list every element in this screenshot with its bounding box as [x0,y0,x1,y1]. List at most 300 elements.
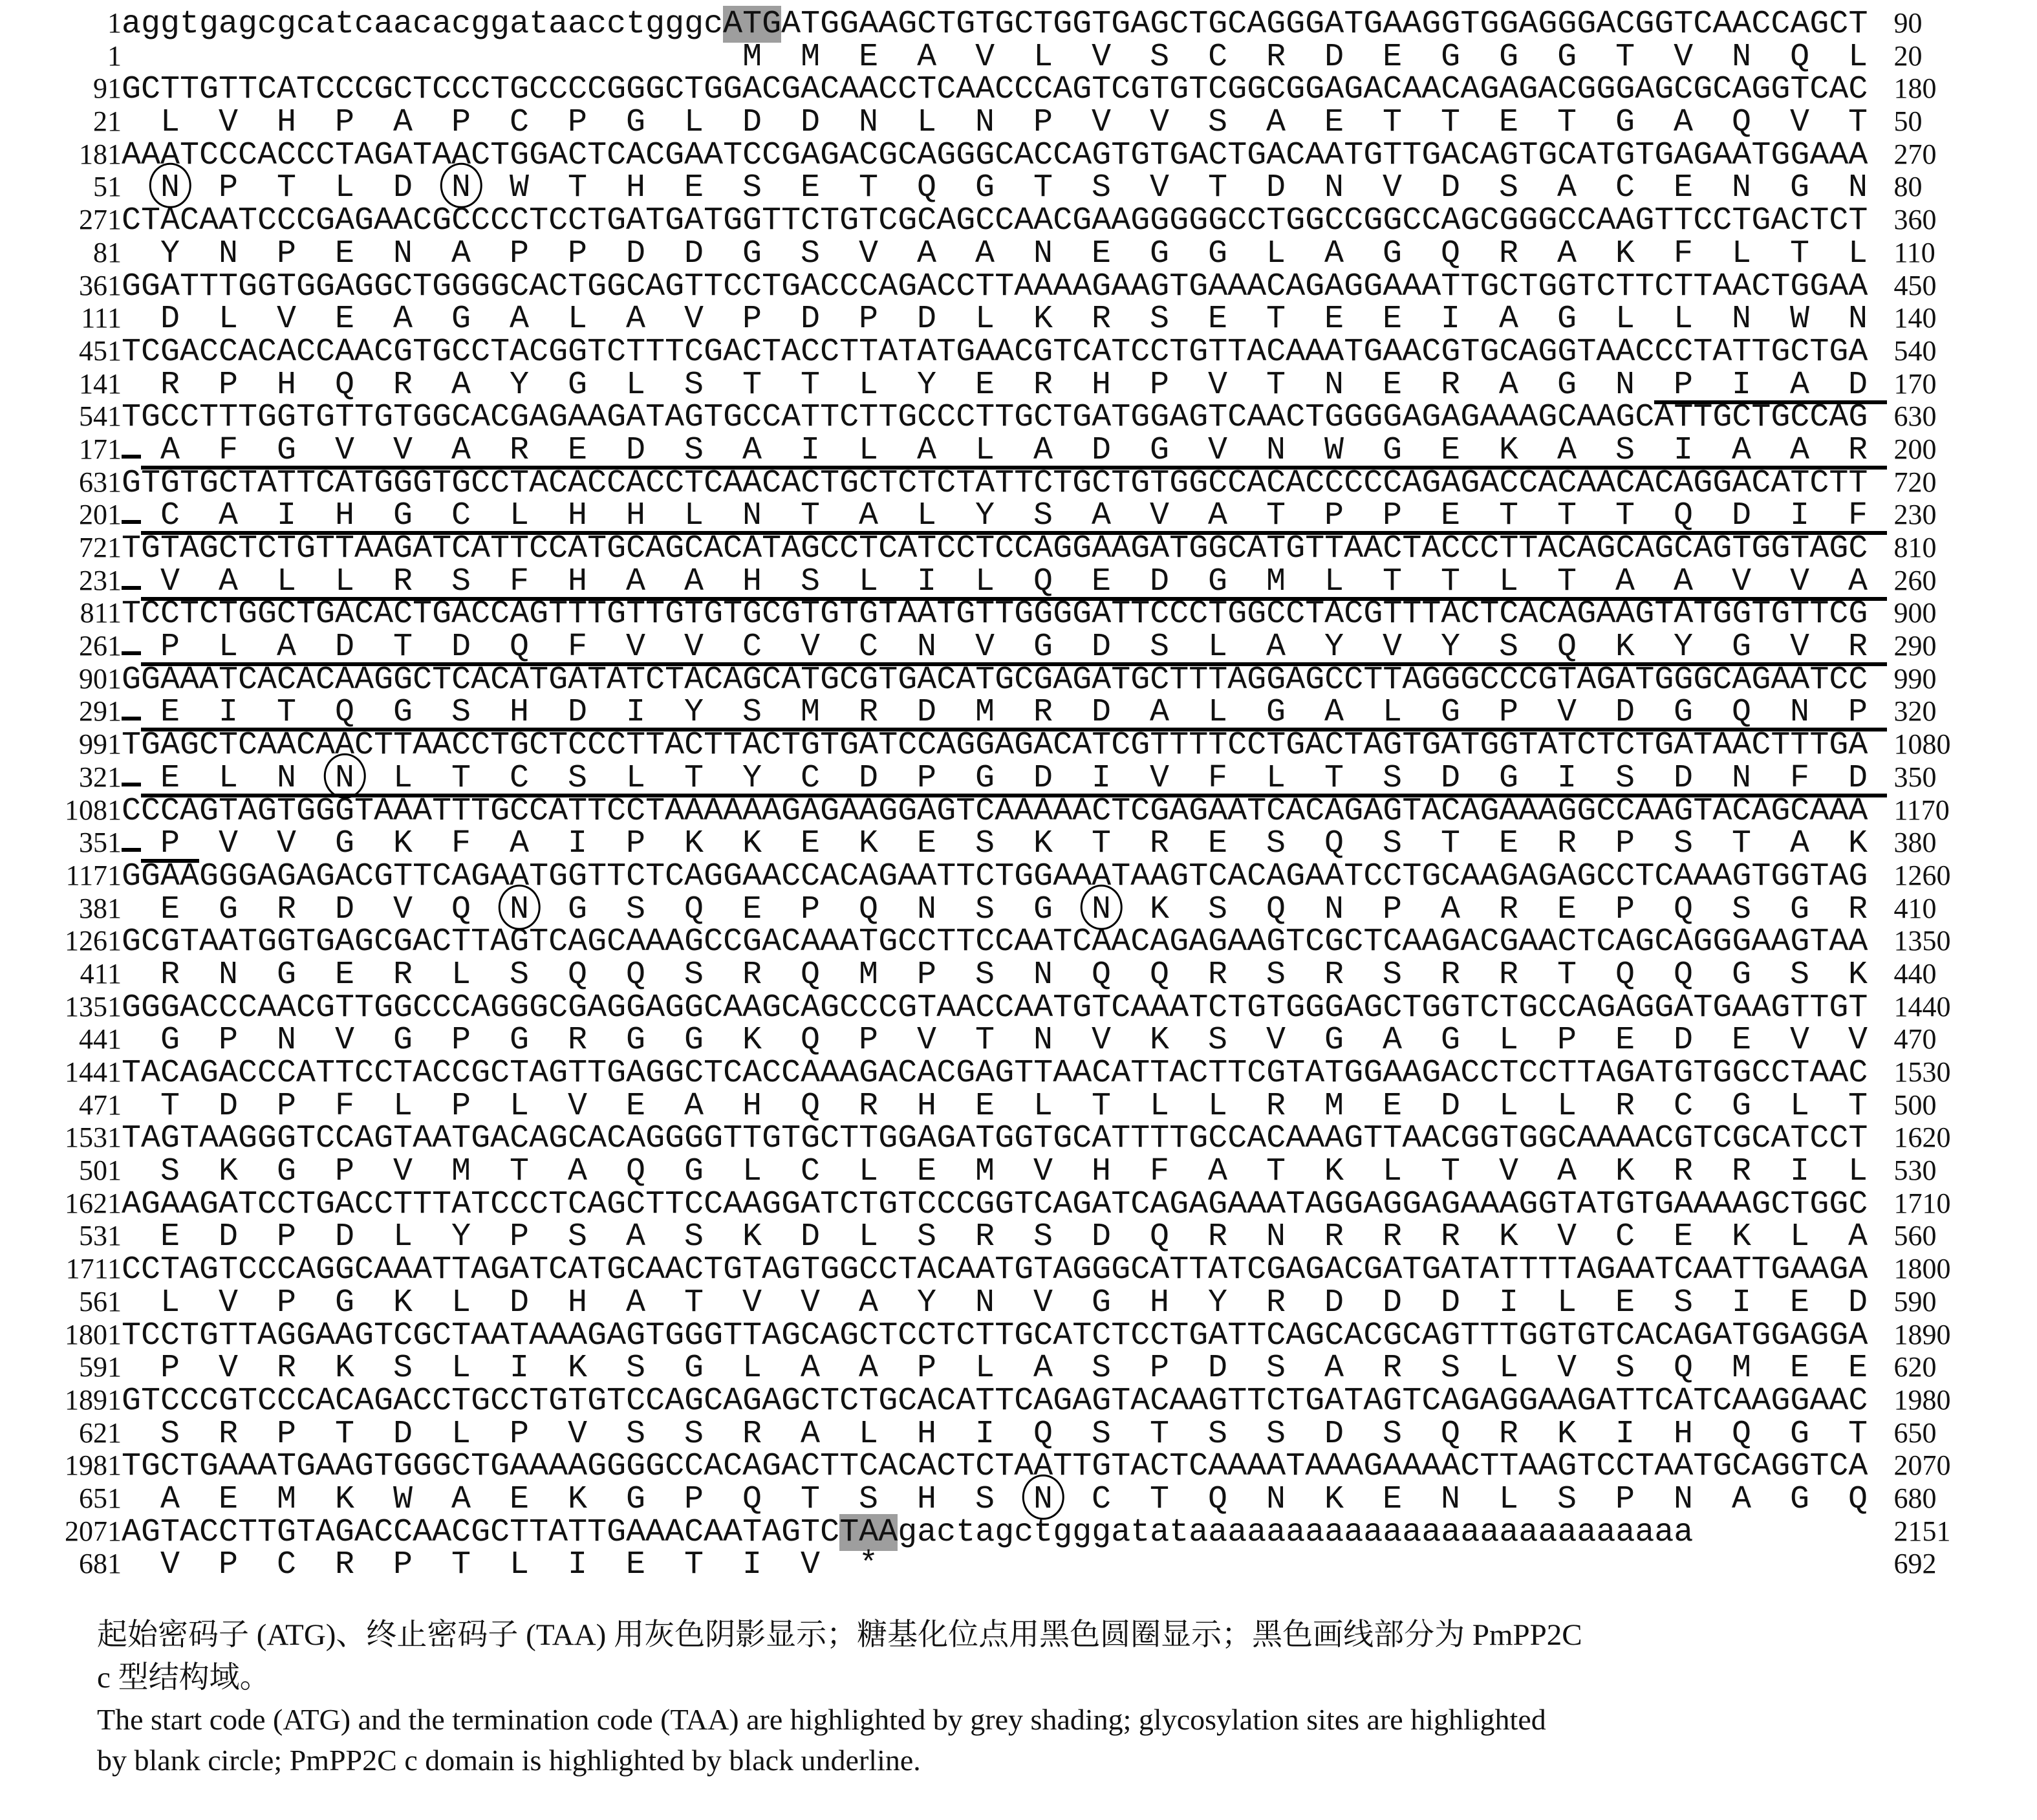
aa-residue: D [1130,567,1189,601]
aa-residue: L [898,501,956,535]
aa-residue: R [374,567,432,601]
dna-right-number: 1620 [1893,1121,1951,1154]
aa-residue: G [1480,764,1538,797]
aa-residue: T [1091,1087,1111,1125]
aa-right-number: 410 [1893,892,1937,924]
aa-residue: S [1130,633,1189,666]
aa-residue: W [1789,301,1809,338]
aa-sequence [122,1022,1887,1059]
aa-residue: E [334,301,354,338]
aa-residue: E [1383,38,1403,76]
aa-residue: A [1829,567,1887,601]
dna-sequence [122,136,1887,174]
aa-residue: T [742,366,762,404]
aa-residue: S [684,956,704,993]
aa-residue: A [1033,1350,1053,1387]
dna-left-number: 181 [79,138,122,170]
dna-left-number: 541 [79,400,122,433]
aa-residue: K [1848,825,1868,863]
aa-residue: H [276,366,296,404]
aa-residue: V [1189,436,1247,470]
dna-row-10 [30,596,2037,633]
aa-residue: C [839,633,898,666]
aa-sequence [122,1480,1887,1518]
aa-residue: P [1149,1350,1169,1387]
aa-residue: A [1305,698,1363,731]
aa-residue: R [490,436,548,470]
aa-residue: V [975,38,995,76]
dna-row-3 [30,136,2037,174]
dna-left-number: 1171 [65,859,122,891]
dna-bases: GGAAGGGAGAGACGTTCAGAATGGTTCTCAGGAACCACAGAATTCTGGAAATAAGTCACAGAATCCTGCAAGAGAGCCTCAAAGTGGTAG [122,858,1868,895]
aa-residue: S [1382,956,1402,993]
dna-right-number: 1080 [1893,728,1951,761]
aa-residue: L [199,764,257,797]
aa-residue: P [276,1415,296,1453]
dna-bases: TGCTGAAATGAAGTGGGCTGAAAAGGGGCCACAGACTTCACACTCTAATTGTACTCAAAATAAAGAAAACTTAAGTCCTAATGCAGGTCA [122,1448,1868,1486]
aa-residue: T [1731,825,1751,863]
aa-residue: L [975,301,995,338]
dna-sequence [122,202,1887,240]
aa-residue: G [1440,1022,1460,1059]
aa-sequence [122,431,1887,470]
aa-residue: L [839,567,898,601]
aa-residue: G [334,825,354,863]
aa-residue: T [1440,104,1460,142]
aa-residue: L [1848,235,1868,272]
aa-left-number: 411 [80,957,122,990]
aa-residue: Q [1266,891,1286,928]
aa-residue: I [1731,1284,1751,1321]
aa-residue: P [1615,1480,1635,1518]
aa-residue: G [1789,891,1809,928]
aa-residue: N [1615,366,1635,404]
aa-residue: T [858,169,878,207]
aa-residue: G [975,169,995,207]
aa-residue: V [1382,169,1402,207]
aa-sequence [122,1219,1887,1256]
aa-residue: V [276,301,296,338]
dna-bases: TGTAGCTCTGTTAAGATCATTCCATGCAGCACATAGCCTCATCCTCCAGGAAGATGGCATGTTAACTACCCTTACAGCAGCAGTGGTAGC [122,530,1868,567]
aa-pad [122,455,141,459]
aa-residue: V [218,825,238,863]
stop-codon-asterisk: * [858,1546,878,1584]
aa-residue: N [916,891,936,928]
dna-right-number: 2151 [1893,1515,1951,1547]
aa-residue: P [334,1153,354,1191]
aa-residue: P [509,1219,529,1256]
dna-row-4 [30,202,2037,240]
aa-residue: L [316,567,374,601]
aa-residue: A [1712,436,1771,470]
dna-sequence [122,1382,1887,1420]
aa-residue: D [334,891,354,928]
aa-residue: N [898,633,956,666]
aa-residue: T [160,1087,180,1125]
aa-residue: D [684,235,704,272]
aa-residue: A [393,301,413,338]
dna-sequence [122,989,1887,1026]
aa-residue: Q [1207,1480,1227,1518]
aa-residue: K [1324,1153,1344,1191]
aa-residue: E [1207,825,1227,863]
dna-bases: ATGGAAGCTGTGCTGGTGAGCTGCAGGGATGAAGGTGGAGGGACGGTCAACCAGCT [781,6,1868,43]
aa-residue: L [1033,1087,1053,1125]
dna-row-14 [30,858,2037,895]
aa-residue: A [839,501,898,535]
aa-residue: G [1712,633,1771,666]
glycosylation-site-circle-icon: N [141,173,199,203]
aa-residue: D [1596,698,1654,731]
aa-residue: A [1557,169,1577,207]
aa-residue: K [1033,301,1053,338]
aa-residue: G [625,1022,645,1059]
aa-residue: Q [858,891,878,928]
aa-left-number: 531 [79,1220,122,1252]
aa-right-number: 650 [1893,1416,1937,1449]
aa-residue: N [257,764,316,797]
aa-left-number: 231 [79,564,122,596]
aa-residue: A [141,436,199,470]
aa-residue: E [975,366,995,404]
aa-residue: H [723,567,781,601]
aa-residue: A [1654,567,1712,601]
aa-residue: A [723,436,781,470]
aa-residue: G [276,956,296,993]
aa-residue: R [1731,1153,1751,1191]
aa-residue: A [1498,301,1518,338]
aa-residue: A [451,235,471,272]
aa-residue: I [1498,1284,1518,1321]
aa-row-3 [30,169,2037,207]
aa-residue: D [1440,1284,1460,1321]
aa-residue: E [1498,825,1518,863]
aa-residue: G [684,1350,704,1387]
aa-residue: Q [334,366,354,404]
aa-residue: E [141,764,199,797]
aa-residue: R [218,1415,238,1453]
aa-residue: L [1673,301,1693,338]
aa-residue: I [1712,371,1771,404]
aa-sequence [122,1546,1887,1584]
aa-residue: S [160,1415,180,1453]
aa-residue: G [374,698,432,731]
dna-right-number: 1530 [1893,1056,1951,1088]
aa-right-number: 500 [1893,1089,1937,1121]
aa-residue: S [625,1415,645,1453]
aa-residue: Q [1848,1480,1868,1518]
aa-residue: S [1596,436,1654,470]
dna-sequence [122,1186,1887,1223]
dna-left-number: 991 [79,728,122,761]
dna-right-number: 1980 [1893,1383,1951,1416]
aa-residue: K [1149,891,1169,928]
aa-residue: A [451,1480,471,1518]
aa-residue: D [1382,1284,1402,1321]
aa-residue: S [1615,1350,1635,1387]
aa-residue: F [451,825,471,863]
aa-residue: R [160,956,180,993]
aa-residue: P [451,1087,471,1125]
aa-residue: I [1654,436,1712,470]
dna-left-number: 451 [79,334,122,367]
aa-residue: H [567,1284,587,1321]
aa-right-number: 260 [1893,564,1937,596]
aa-residue: P [451,1022,471,1059]
aa-residue: A [665,567,723,601]
aa-residue: R [1673,1153,1693,1191]
aa-residue: A [160,1480,180,1518]
aa-residue: D [1072,698,1130,731]
aa-residue: K [1498,1219,1518,1256]
aa-residue: S [1091,1415,1111,1453]
aa-residue: N [1033,1022,1053,1059]
aa-right-number: 290 [1893,630,1937,662]
aa-residue: G [1382,235,1402,272]
aa-residue: S [1091,1350,1111,1387]
aa-residue: G [257,436,316,470]
aa-residue: A [1557,1153,1577,1191]
aa-residue: Q [800,1087,820,1125]
aa-residue: I [742,1546,762,1584]
aa-residue: G [218,891,238,928]
aa-left-number: 561 [79,1285,122,1317]
aa-residue: R [839,698,898,731]
dna-right-number: 1350 [1893,925,1951,957]
dna-sequence [122,464,1887,502]
aa-residue: M [742,38,762,76]
aa-row-19 [30,1219,2037,1256]
aa-residue: P [218,1022,238,1059]
aa-residue: N [1266,1480,1286,1518]
dna-sequence [122,1317,1887,1354]
aa-sequence [122,1153,1887,1191]
aa-residue: R [1440,1219,1460,1256]
aa-residue: W [393,1480,413,1518]
aa-residue: M [956,698,1014,731]
aa-residue: G [1130,436,1189,470]
aa-residue: M [1731,1350,1751,1387]
aa-residue: E [1673,1219,1693,1256]
dna-left-number: 2071 [65,1515,122,1547]
aa-left-number: 651 [79,1482,122,1514]
aa-residue: V [1033,1153,1053,1191]
aa-residue: S [432,698,490,731]
aa-residue: L [1615,301,1635,338]
aa-residue: R [276,1350,296,1387]
aa-residue: V [1363,633,1421,666]
dna-row-7 [30,399,2037,437]
aa-residue: C [1615,1219,1635,1256]
aa-residue: M [276,1480,296,1518]
aa-residue: L [1498,1087,1518,1125]
aa-residue: A [1072,501,1130,535]
aa-residue: Y [509,366,529,404]
aa-residue: S [1557,1480,1577,1518]
aa-right-number: 140 [1893,302,1937,334]
aa-residue: Y [1305,633,1363,666]
aa-sequence [122,629,1887,666]
aa-residue: P [1382,891,1402,928]
aa-residue: S [432,567,490,601]
aa-pad [122,520,141,524]
aa-row-11 [30,694,2037,731]
aa-left-number: 591 [79,1351,122,1383]
aa-residue: G [160,1022,180,1059]
glycosylation-site-circle-icon: N [316,764,374,797]
aa-residue: Y [916,366,936,404]
aa-residue: N [1731,301,1751,338]
aa-residue: H [625,169,645,207]
aa-residue: K [858,825,878,863]
aa-residue: E [1789,1350,1809,1387]
aa-residue: G [567,366,587,404]
caption-chinese-line1: 起始密码子 (ATG)、终止密码子 (TAA) 用灰色阴影显示；糖基化位点用黑色圆圈显示；黑色画线部分为 PmPP2C [97,1618,1582,1652]
aa-residue: Q [800,956,820,993]
dna-sequence [122,1513,1887,1551]
aa-residue: P [625,825,645,863]
aa-residue: G [1189,567,1247,601]
aa-residue: K [1480,436,1538,470]
aa-residue: I [781,436,839,470]
aa-residue: V [607,633,665,666]
aa-residue: N [1673,1480,1693,1518]
aa-residue: S [567,1219,587,1256]
aa-residue: D [742,104,762,142]
aa-residue: L [451,956,471,993]
aa-residue: A [625,301,645,338]
aa-residue: E [1789,1284,1809,1321]
aa-residue: R [1324,956,1344,993]
aa-residue: D [898,698,956,731]
aa-right-number: 170 [1893,367,1937,400]
dna-left-number: 721 [79,532,122,563]
aa-residue: Q [625,1153,645,1191]
aa-residue: P [218,169,238,207]
aa-residue: V [1557,1219,1577,1256]
aa-residue: K [567,1480,587,1518]
aa-residue: R [1014,698,1072,731]
dna-right-number: 1710 [1893,1187,1951,1219]
dna-right-number: 450 [1893,269,1937,301]
aa-residue: V [1092,38,1112,76]
aa-residue: E [800,825,820,863]
aa-residue: L [490,501,548,535]
aa-residue: Q [316,698,374,731]
aa-residue: R [1266,1087,1286,1125]
aa-residue: G [1557,366,1577,404]
aa-sequence [122,38,1887,76]
aa-residue: S [1207,104,1227,142]
aa-residue: D [334,1219,354,1256]
dna-left-number: 271 [79,204,122,236]
aa-residue: T [1848,104,1868,142]
aa-residue: R [393,956,413,993]
aa-residue: D [1091,1219,1111,1256]
aa-residue: P [1654,371,1712,404]
aa-residue: A [257,633,316,666]
aa-sequence [122,169,1887,207]
aa-residue: Q [1673,891,1693,928]
aa-residue: P [1615,825,1635,863]
dna-row-11 [30,661,2037,699]
glycosylation-site-circle-icon: N [1014,1485,1072,1515]
aa-residue: H [548,567,607,601]
aa-residue: N [858,104,878,142]
aa-residue: S [684,1219,704,1256]
aa-residue: H [916,1087,936,1125]
aa-residue: T [684,1284,704,1321]
aa-residue: T [665,764,723,797]
aa-residue: E [1382,301,1402,338]
aa-right-number: 440 [1893,957,1937,990]
aa-residue: D [160,301,180,338]
aa-residue: W [1305,436,1363,470]
dna-sequence [122,268,1887,305]
aa-residue: R [276,891,296,928]
dna-right-number: 720 [1893,466,1937,498]
dna-bases: GGGACCCAACGTTGGCCCAGGGCGAGGAGGCAAGCAGCCCGTAACCAATGTCAAATCTGTGGGAGCTGGTCTGCCAGAGGATGAAGTTGT [122,989,1868,1026]
aa-residue: D [1654,764,1712,797]
aa-residue: Y [665,698,723,731]
aa-residue: D [625,235,645,272]
aa-residue: A [1440,891,1460,928]
dna-right-number: 1170 [1893,794,1950,826]
aa-residue: L [393,1219,413,1256]
aa-residue: D [218,1219,238,1256]
aa-residue: P [1363,501,1421,535]
aa-residue: P [858,301,878,338]
aa-residue: V [742,1284,762,1321]
aa-residue: V [1557,1350,1577,1387]
aa-residue: A [898,436,956,470]
aa-residue: V [1498,1153,1518,1191]
aa-residue: S [1363,764,1421,797]
aa-residue: H [916,1415,936,1453]
aa-residue: R [1557,825,1577,863]
aa-residue: P [1615,891,1635,928]
aa-residue: E [334,235,354,272]
aa-residue: T [1247,501,1305,535]
aa-residue: P [858,1022,878,1059]
aa-residue: G [1363,436,1421,470]
dna-sequence [122,6,1887,43]
aa-residue: G [1557,38,1577,76]
aa-residue: S [975,891,995,928]
aa-residue: V [141,567,199,601]
aa-residue: Q [742,1480,762,1518]
dna-row-13 [30,792,2037,830]
aa-residue: M [781,698,839,731]
aa-pad [122,586,141,590]
aa-residue: A [1771,436,1829,470]
aa-residue: S [975,825,995,863]
aa-residue: P [567,104,587,142]
aa-pad [122,848,141,852]
aa-residue: T [1091,825,1111,863]
aa-residue: S [1382,1415,1402,1453]
aa-residue: A [451,366,471,404]
aa-residue: L [1498,1480,1518,1518]
aa-residue: L [1848,38,1868,76]
caption-chinese-line2: c 型结构域。 [97,1661,270,1695]
aa-residue: D [393,1415,413,1453]
aa-residue: N [393,235,413,272]
aa-residue: S [1266,956,1286,993]
aa-residue: K [1848,956,1868,993]
aa-residue: T [684,1546,704,1584]
aa-residue: V [1789,104,1809,142]
